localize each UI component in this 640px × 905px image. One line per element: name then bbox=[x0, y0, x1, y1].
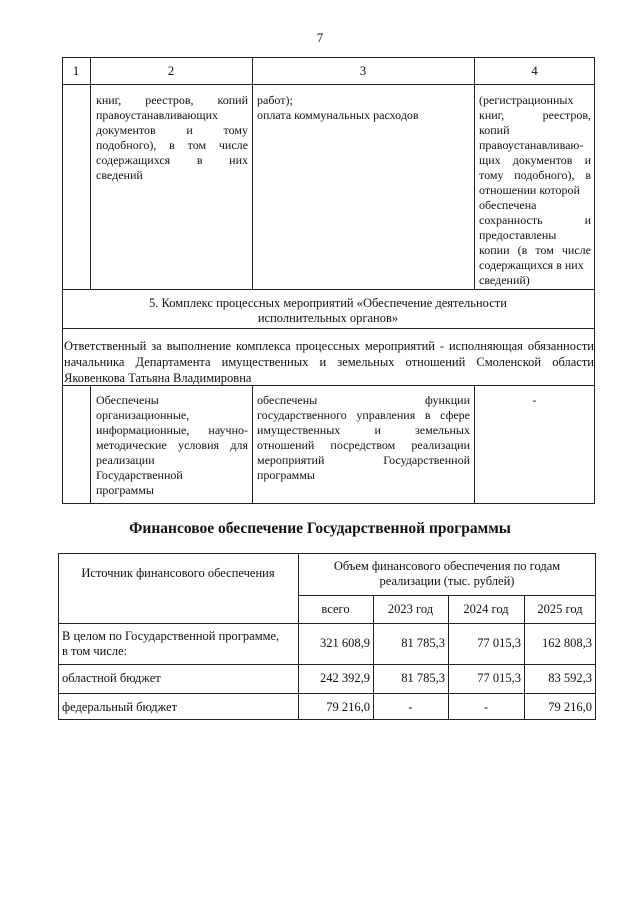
row5-col3: обеспечены функции государственного управления в сфере имущественных и земельных отношений посредством реализации мероприятий Государственной программы bbox=[257, 393, 470, 482]
row-cont-col4: (регистрационных книг, реестров, копий правоустанавливаю- щих документов и тому подобного), в отношении которой обеспечена сохранность и предоставлены копии (в том числе содержащихся в них сведений) bbox=[479, 93, 591, 287]
financing-cell: 83 592,3 bbox=[548, 671, 592, 685]
financing-cell: 81 785,3 bbox=[401, 636, 445, 650]
responsible-text: Ответственный за выполнение комплекса процессных мероприятий - исполняющая обязанности начальника Департамента имущественных и земельных отношений Смоленской области Яковенкова Татьяна Владимировна bbox=[64, 339, 594, 385]
financing-cell: 77 015,3 bbox=[477, 636, 521, 650]
row5-col2: Обеспечены организационные, информационные, научно- методические условия для реализации Государственной программы bbox=[96, 393, 248, 497]
financing-cell: 81 785,3 bbox=[401, 671, 445, 685]
source-header: Источник финансового обеспечения bbox=[81, 566, 275, 580]
financing-cell: 77 015,3 bbox=[477, 671, 521, 685]
subheader-total: всего bbox=[321, 602, 350, 616]
col-header-4: 4 bbox=[531, 63, 538, 78]
financing-cell: 79 216,0 bbox=[326, 700, 370, 714]
subheader-2025: 2025 год bbox=[537, 602, 583, 616]
section-title: 5. Комплекс процессных мероприятий «Обеспечение деятельности исполнительных органов» bbox=[149, 296, 507, 325]
financing-title: Финансовое обеспечение Государственной программы bbox=[129, 520, 511, 537]
col-header-3: 3 bbox=[359, 63, 367, 78]
row5-col4: - bbox=[532, 393, 537, 407]
financing-cell: 321 608,9 bbox=[320, 636, 370, 650]
page-number: 7 bbox=[316, 30, 324, 45]
financing-cell: 79 216,0 bbox=[548, 700, 592, 714]
volume-header: Объем финансового обеспечения по годам реализации (тыс. рублей) bbox=[333, 559, 561, 588]
col-header-2: 2 bbox=[167, 63, 175, 78]
financing-row-federal-source: федеральный бюджет bbox=[62, 700, 178, 714]
financing-row-regional-source: областной бюджет bbox=[62, 671, 161, 685]
financing-cell: - bbox=[483, 700, 489, 714]
col-header-1: 1 bbox=[72, 63, 80, 78]
financing-cell: 242 392,9 bbox=[320, 671, 370, 685]
row-cont-col2: книг, реестров, копий правоустанавливающих документов и тому подобного), в том числе содержащихся в них сведений bbox=[96, 93, 248, 182]
financing-cell: - bbox=[408, 700, 413, 714]
financing-row-total-source: В целом по Государственной программе, в том числе: bbox=[62, 629, 280, 658]
subheader-2024: 2024 год bbox=[463, 602, 509, 616]
financing-cell: 162 808,3 bbox=[542, 636, 592, 650]
subheader-2023: 2023 год bbox=[387, 602, 434, 616]
row-cont-col3: работ); оплата коммунальных расходов bbox=[257, 93, 419, 122]
